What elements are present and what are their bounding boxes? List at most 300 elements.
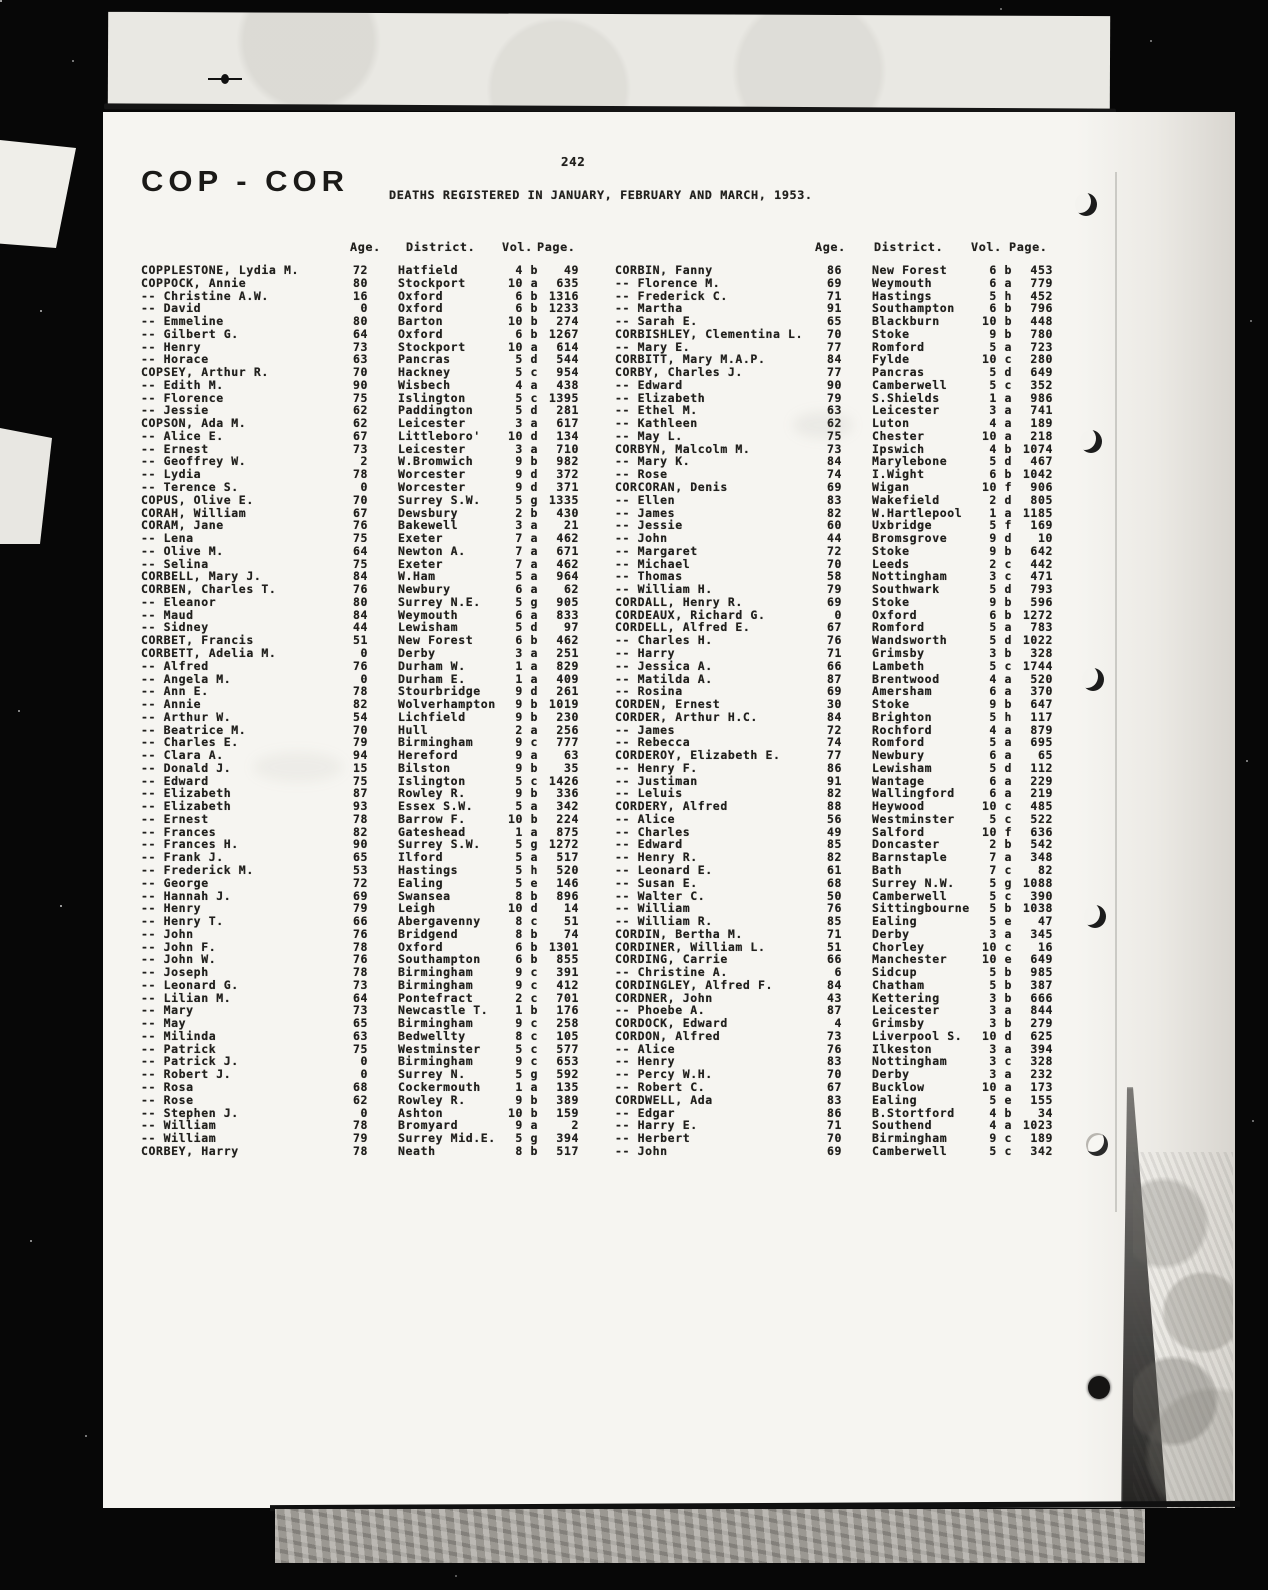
entry-page: 1426 bbox=[548, 773, 579, 788]
entry-page: 906 bbox=[1030, 480, 1053, 495]
entry-age: 73 bbox=[352, 339, 368, 354]
entry-district: Surrey N.W. bbox=[872, 875, 955, 890]
column-gap bbox=[842, 800, 872, 813]
entry-page: 442 bbox=[1030, 556, 1053, 571]
entry-page: 348 bbox=[1030, 850, 1053, 865]
entry-age: 0 bbox=[360, 480, 368, 495]
entry-vol: 1 a bbox=[989, 505, 1012, 520]
entry-vol: 9 d bbox=[515, 467, 538, 482]
entry-age: 62 bbox=[352, 403, 368, 418]
entry-page: 169 bbox=[1030, 518, 1053, 533]
entry-vol: 2 c bbox=[989, 556, 1012, 571]
entry-age: 78 bbox=[352, 1118, 368, 1133]
entry-page: 1074 bbox=[1022, 441, 1053, 456]
entry-vol: 10 f bbox=[982, 824, 1013, 839]
column-header-vol: Vol. bbox=[502, 240, 533, 254]
entry-vol: 9 b bbox=[515, 760, 538, 775]
entry-page: 372 bbox=[556, 467, 579, 482]
entry-vol: 10 d bbox=[508, 428, 539, 443]
register-entry-row bbox=[141, 494, 579, 507]
column-gap bbox=[368, 366, 398, 379]
entry-page: 230 bbox=[556, 709, 579, 724]
column-gap bbox=[842, 468, 872, 481]
column-gap bbox=[842, 813, 872, 826]
entry-page: 35 bbox=[563, 760, 579, 775]
entry-name: -- Beatrice M. bbox=[141, 722, 247, 737]
entry-district: Wigan bbox=[872, 480, 910, 495]
column-gap bbox=[368, 890, 398, 903]
entry-district: Manchester bbox=[872, 952, 948, 967]
entry-vol: 1 b bbox=[515, 1003, 538, 1018]
entry-age: 77 bbox=[826, 365, 842, 380]
entry-page: 780 bbox=[1030, 326, 1053, 341]
column-gap bbox=[368, 966, 398, 979]
entry-name: -- George bbox=[141, 875, 209, 890]
hole-punch bbox=[1075, 193, 1097, 216]
entry-name: CORDIN, Bertha M. bbox=[615, 926, 743, 941]
entry-page: 517 bbox=[556, 850, 579, 865]
entry-district: Chorley bbox=[872, 939, 925, 954]
entry-name: CORDEROY, Elizabeth E. bbox=[615, 748, 781, 763]
entry-age: 0 bbox=[360, 1067, 368, 1082]
entry-district: Bakewell bbox=[398, 518, 459, 533]
register-entry-row bbox=[615, 877, 1053, 890]
entry-district: Ealing bbox=[872, 914, 918, 929]
entry-district: Hackney bbox=[398, 365, 451, 380]
entry-age: 69 bbox=[826, 594, 842, 609]
entry-page: 390 bbox=[1030, 888, 1053, 903]
entry-age: 51 bbox=[826, 939, 842, 954]
entry-district: Bromyard bbox=[398, 1118, 459, 1133]
entry-page: 51 bbox=[563, 914, 579, 929]
column-gap bbox=[368, 532, 398, 545]
register-entry-row bbox=[141, 928, 579, 941]
entry-age: 72 bbox=[352, 263, 368, 277]
entry-district: Newton A. bbox=[398, 543, 466, 558]
entry-page: 135 bbox=[556, 1080, 579, 1094]
entry-district: Cockermouth bbox=[398, 1080, 481, 1094]
entry-district: Nottingham bbox=[872, 569, 948, 584]
entry-age: 70 bbox=[826, 556, 842, 571]
entry-district: Rowley R. bbox=[398, 1092, 466, 1107]
entry-vol: 5 h bbox=[989, 709, 1012, 724]
entry-age: 90 bbox=[352, 837, 368, 852]
register-entry-row bbox=[615, 1145, 1053, 1158]
entry-district: Surrey Mid.E. bbox=[398, 1131, 496, 1146]
entry-vol: 9 b bbox=[515, 697, 538, 712]
entry-age: 64 bbox=[352, 990, 368, 1005]
entry-age: 71 bbox=[826, 645, 842, 660]
entry-page: 596 bbox=[1030, 594, 1053, 609]
entry-district: Worcester bbox=[398, 480, 466, 495]
column-gap bbox=[368, 1107, 398, 1120]
column-gap bbox=[368, 1132, 398, 1145]
entry-district: Rochford bbox=[872, 722, 933, 737]
entry-vol: 3 c bbox=[989, 569, 1012, 584]
entry-age: 62 bbox=[352, 416, 368, 431]
entry-age: 70 bbox=[826, 1067, 842, 1082]
entry-age: 72 bbox=[352, 875, 368, 890]
entry-district: Oxford bbox=[872, 607, 918, 622]
column-gap bbox=[368, 698, 398, 711]
entry-page: 438 bbox=[556, 377, 579, 392]
entry-age: 2 bbox=[360, 454, 368, 469]
entry-district: Pontefract bbox=[398, 990, 474, 1005]
register-entry-row bbox=[141, 366, 579, 379]
entry-age: 72 bbox=[826, 722, 842, 737]
entry-vol: 10 b bbox=[508, 1105, 539, 1120]
register-entry-row bbox=[141, 864, 579, 877]
entry-name: -- Annie bbox=[141, 697, 202, 712]
entry-age: 73 bbox=[352, 441, 368, 456]
column-gap bbox=[368, 609, 398, 622]
entry-page: 844 bbox=[1030, 1003, 1053, 1018]
entry-page: 986 bbox=[1030, 390, 1053, 405]
entry-age: 76 bbox=[352, 518, 368, 533]
entry-district: Birmingham bbox=[398, 977, 474, 992]
entry-vol: 9 b bbox=[989, 543, 1012, 558]
entry-district: Newbury bbox=[398, 582, 451, 597]
entry-district: Nottingham bbox=[872, 1054, 948, 1069]
entry-vol: 6 b bbox=[989, 467, 1012, 482]
entry-vol: 10 e bbox=[982, 952, 1013, 967]
register-entry-row bbox=[615, 1081, 1053, 1094]
entry-page: 649 bbox=[1030, 365, 1053, 380]
entry-name: -- Donald J. bbox=[141, 760, 232, 775]
entry-name: -- Frederick M. bbox=[141, 862, 254, 877]
entry-name: -- Henry bbox=[141, 901, 202, 916]
register-entry-row bbox=[141, 264, 579, 277]
entry-page: 232 bbox=[1030, 1067, 1053, 1082]
entry-name: -- Herbert bbox=[615, 1131, 691, 1146]
entry-page: 710 bbox=[556, 441, 579, 456]
entry-vol: 9 c bbox=[515, 1016, 538, 1031]
entry-district: Salford bbox=[872, 824, 925, 839]
entry-name: -- Rose bbox=[141, 1092, 194, 1107]
entry-page: 542 bbox=[1030, 837, 1053, 852]
entry-page: 387 bbox=[1030, 977, 1053, 992]
entry-district: Stockport bbox=[398, 275, 466, 290]
entry-page: 189 bbox=[1030, 1131, 1053, 1146]
entry-age: 74 bbox=[826, 467, 842, 482]
column-gap bbox=[842, 660, 872, 673]
register-entry-row bbox=[141, 596, 579, 609]
entry-age: 44 bbox=[826, 531, 842, 546]
column-gap bbox=[842, 864, 872, 877]
entry-page: 146 bbox=[556, 875, 579, 890]
entry-page: 462 bbox=[556, 531, 579, 546]
entry-age: 69 bbox=[826, 275, 842, 290]
entry-page: 453 bbox=[1030, 263, 1053, 277]
entry-district: Wandsworth bbox=[872, 633, 948, 648]
column-gap bbox=[842, 481, 872, 494]
column-gap bbox=[842, 545, 872, 558]
column-gap bbox=[368, 826, 398, 839]
entry-district: Birmingham bbox=[398, 1054, 474, 1069]
entry-page: 82 bbox=[1037, 862, 1053, 877]
entry-name: -- Edgar bbox=[615, 1105, 676, 1120]
entry-age: 78 bbox=[352, 939, 368, 954]
register-entry-row bbox=[141, 813, 579, 826]
entry-district: Pancras bbox=[398, 352, 451, 367]
column-gap bbox=[368, 1068, 398, 1081]
register-entry-row bbox=[141, 966, 579, 979]
entry-name: -- Angela M. bbox=[141, 671, 232, 686]
entry-age: 84 bbox=[826, 352, 842, 367]
entry-district: Weymouth bbox=[872, 275, 933, 290]
entry-name: -- John bbox=[615, 531, 668, 546]
entry-name: -- May bbox=[141, 1016, 187, 1031]
entry-page: 896 bbox=[556, 888, 579, 903]
entry-page: 1185 bbox=[1022, 505, 1053, 520]
entry-age: 65 bbox=[352, 1016, 368, 1031]
register-entry-row bbox=[615, 864, 1053, 877]
entry-name: -- Elizabeth bbox=[141, 786, 232, 801]
entry-name: -- John F. bbox=[141, 939, 217, 954]
entry-name: CORBET, Francis bbox=[141, 633, 254, 648]
entry-page: 467 bbox=[1030, 454, 1053, 469]
column-gap bbox=[368, 724, 398, 737]
column-gap bbox=[842, 1094, 872, 1107]
entry-age: 85 bbox=[826, 914, 842, 929]
entry-name: -- Edith M. bbox=[141, 377, 224, 392]
entry-page: 1316 bbox=[548, 288, 579, 303]
entry-district: Camberwell bbox=[872, 888, 948, 903]
entry-page: 258 bbox=[556, 1016, 579, 1031]
entry-page: 796 bbox=[1030, 301, 1053, 316]
entry-age: 88 bbox=[826, 799, 842, 814]
column-gap bbox=[842, 558, 872, 571]
entry-vol: 6 a bbox=[989, 748, 1012, 763]
entry-age: 91 bbox=[826, 301, 842, 316]
entry-district: B.Stortford bbox=[872, 1105, 955, 1120]
entry-name: -- Thomas bbox=[615, 569, 683, 584]
entry-name: CORBEN, Charles T. bbox=[141, 582, 277, 597]
photocopy-top-band bbox=[108, 12, 1110, 110]
entry-age: 94 bbox=[352, 748, 368, 763]
entry-page: 63 bbox=[563, 748, 579, 763]
entry-district: Lambeth bbox=[872, 658, 925, 673]
register-entry-row bbox=[141, 915, 579, 928]
scan-smudge bbox=[793, 412, 853, 438]
column-gap bbox=[842, 392, 872, 405]
entry-age: 56 bbox=[826, 811, 842, 826]
entry-age: 6 bbox=[834, 965, 842, 980]
entry-vol: 6 a bbox=[515, 607, 538, 622]
register-entry-row bbox=[615, 494, 1053, 507]
entry-page: 47 bbox=[1037, 914, 1053, 929]
register-entry-row bbox=[141, 379, 579, 392]
column-gap bbox=[842, 1132, 872, 1145]
register-entry-row bbox=[141, 762, 579, 775]
entry-name: -- Henry bbox=[615, 1054, 676, 1069]
entry-district: Stoke bbox=[872, 697, 910, 712]
entry-age: 0 bbox=[834, 607, 842, 622]
entry-name: -- Sarah E. bbox=[615, 314, 698, 329]
column-gap bbox=[842, 1081, 872, 1094]
entry-age: 67 bbox=[352, 505, 368, 520]
column-gap bbox=[368, 494, 398, 507]
entry-district: Fylde bbox=[872, 352, 910, 367]
entry-name: -- Eleanor bbox=[141, 594, 217, 609]
entry-name: -- Mary K. bbox=[615, 454, 691, 469]
entry-page: 394 bbox=[1030, 1041, 1053, 1056]
entry-vol: 5 c bbox=[989, 888, 1012, 903]
column-gap bbox=[842, 941, 872, 954]
entry-age: 69 bbox=[826, 684, 842, 699]
column-gap bbox=[842, 519, 872, 532]
entry-name: -- Leluis bbox=[615, 786, 683, 801]
entry-name: -- Geoffrey W. bbox=[141, 454, 247, 469]
column-gap bbox=[842, 494, 872, 507]
column-gap bbox=[368, 404, 398, 417]
column-gap bbox=[842, 673, 872, 686]
entry-age: 0 bbox=[360, 671, 368, 686]
entry-district: New Forest bbox=[398, 633, 474, 648]
entry-name: CORDOCK, Edward bbox=[615, 1016, 728, 1031]
entry-page: 430 bbox=[556, 505, 579, 520]
entry-district: New Forest bbox=[872, 263, 948, 277]
page-number: 242 bbox=[561, 154, 586, 169]
entry-page: 577 bbox=[556, 1041, 579, 1056]
column-gap bbox=[368, 928, 398, 941]
column-gap bbox=[368, 787, 398, 800]
entry-page: 625 bbox=[1030, 1028, 1053, 1043]
entries-column-left bbox=[141, 264, 579, 1158]
entry-vol: 1 a bbox=[515, 1080, 538, 1094]
entry-vol: 8 b bbox=[515, 1143, 538, 1158]
entry-district: Lewisham bbox=[872, 760, 933, 775]
entry-page: 592 bbox=[556, 1067, 579, 1082]
entry-page: 1272 bbox=[1022, 607, 1053, 622]
entry-district: Bilston bbox=[398, 760, 451, 775]
entry-vol: 5 c bbox=[989, 1143, 1012, 1158]
register-entry-row bbox=[615, 660, 1053, 673]
entry-name: -- John W. bbox=[141, 952, 217, 967]
column-gap bbox=[368, 583, 398, 596]
entry-vol: 9 a bbox=[515, 1118, 538, 1133]
entry-age: 51 bbox=[352, 633, 368, 648]
column-gap bbox=[842, 583, 872, 596]
entry-age: 73 bbox=[352, 977, 368, 992]
column-gap bbox=[368, 1081, 398, 1094]
entry-age: 63 bbox=[826, 403, 842, 418]
entry-page: 879 bbox=[1030, 722, 1053, 737]
entry-vol: 6 b bbox=[515, 288, 538, 303]
entry-district: Camberwell bbox=[872, 1143, 948, 1158]
entry-page: 671 bbox=[556, 543, 579, 558]
entry-vol: 5 g bbox=[515, 837, 538, 852]
entry-age: 76 bbox=[826, 633, 842, 648]
entry-page: 982 bbox=[556, 454, 579, 469]
entry-age: 68 bbox=[352, 1080, 368, 1094]
column-gap bbox=[368, 468, 398, 481]
column-gap bbox=[842, 1107, 872, 1120]
entry-district: Leicester bbox=[872, 403, 940, 418]
entry-page: 471 bbox=[1030, 569, 1053, 584]
entry-age: 58 bbox=[826, 569, 842, 584]
entry-district: Leicester bbox=[872, 1003, 940, 1018]
entry-page: 544 bbox=[556, 352, 579, 367]
entries-column-right bbox=[615, 264, 1053, 1158]
entry-vol: 5 c bbox=[989, 658, 1012, 673]
entry-page: 1301 bbox=[548, 939, 579, 954]
entry-age: 86 bbox=[826, 263, 842, 277]
column-gap bbox=[368, 264, 398, 277]
entry-age: 79 bbox=[352, 1131, 368, 1146]
entry-district: Lichfield bbox=[398, 709, 466, 724]
entry-vol: 2 c bbox=[515, 990, 538, 1005]
entry-vol: 10 f bbox=[982, 480, 1013, 495]
entry-name: -- Lena bbox=[141, 531, 194, 546]
entry-district: Southend bbox=[872, 1118, 933, 1133]
column-gap bbox=[368, 570, 398, 583]
column-gap bbox=[368, 302, 398, 315]
entry-name: -- Ernest bbox=[141, 441, 209, 456]
column-gap bbox=[842, 698, 872, 711]
entry-name: -- Percy W.H. bbox=[615, 1067, 713, 1082]
register-entry-row bbox=[615, 379, 1053, 392]
entry-age: 78 bbox=[352, 684, 368, 699]
entry-name: -- Joseph bbox=[141, 965, 209, 980]
register-entry-row bbox=[141, 545, 579, 558]
entry-page: 1088 bbox=[1022, 875, 1053, 890]
entry-vol: 7 a bbox=[515, 531, 538, 546]
entry-page: 412 bbox=[556, 977, 579, 992]
entry-age: 77 bbox=[826, 748, 842, 763]
entry-vol: 3 a bbox=[515, 645, 538, 660]
entry-name: -- Clara A. bbox=[141, 748, 224, 763]
entry-district: Stourbridge bbox=[398, 684, 481, 699]
column-gap bbox=[842, 685, 872, 698]
entry-name: -- Horace bbox=[141, 352, 209, 367]
entry-name: -- Henry F. bbox=[615, 760, 698, 775]
entry-vol: 8 c bbox=[515, 914, 538, 929]
entry-page: 462 bbox=[556, 633, 579, 648]
entry-vol: 4 a bbox=[989, 722, 1012, 737]
entry-name: CORBETT, Adelia M. bbox=[141, 645, 277, 660]
entry-name: CORDALL, Henry R. bbox=[615, 594, 743, 609]
entry-name: -- William bbox=[141, 1131, 217, 1146]
column-gap bbox=[842, 1119, 872, 1132]
entry-page: 336 bbox=[556, 786, 579, 801]
entry-page: 117 bbox=[1030, 709, 1053, 724]
document-page bbox=[103, 112, 1235, 1508]
column-gap bbox=[368, 328, 398, 341]
entry-page: 647 bbox=[1030, 697, 1053, 712]
entry-district: Bedwellty bbox=[398, 1028, 466, 1043]
entry-vol: 9 c bbox=[515, 1054, 538, 1069]
entry-age: 86 bbox=[826, 760, 842, 775]
entry-page: 829 bbox=[556, 658, 579, 673]
entry-vol: 6 b bbox=[515, 939, 538, 954]
register-entry-row bbox=[141, 315, 579, 328]
entry-age: 90 bbox=[826, 377, 842, 392]
entry-district: Grimsby bbox=[872, 1016, 925, 1031]
entry-age: 84 bbox=[352, 607, 368, 622]
column-gap bbox=[368, 864, 398, 877]
entry-vol: 5 c bbox=[515, 365, 538, 380]
entry-district: Leeds bbox=[872, 556, 910, 571]
entry-district: Kettering bbox=[872, 990, 940, 1005]
column-gap bbox=[842, 328, 872, 341]
entry-age: 83 bbox=[826, 1092, 842, 1107]
entry-vol: 5 c bbox=[989, 377, 1012, 392]
entry-district: W.Ham bbox=[398, 569, 436, 584]
entry-vol: 7 a bbox=[989, 850, 1012, 865]
column-gap bbox=[368, 545, 398, 558]
entry-age: 82 bbox=[826, 505, 842, 520]
